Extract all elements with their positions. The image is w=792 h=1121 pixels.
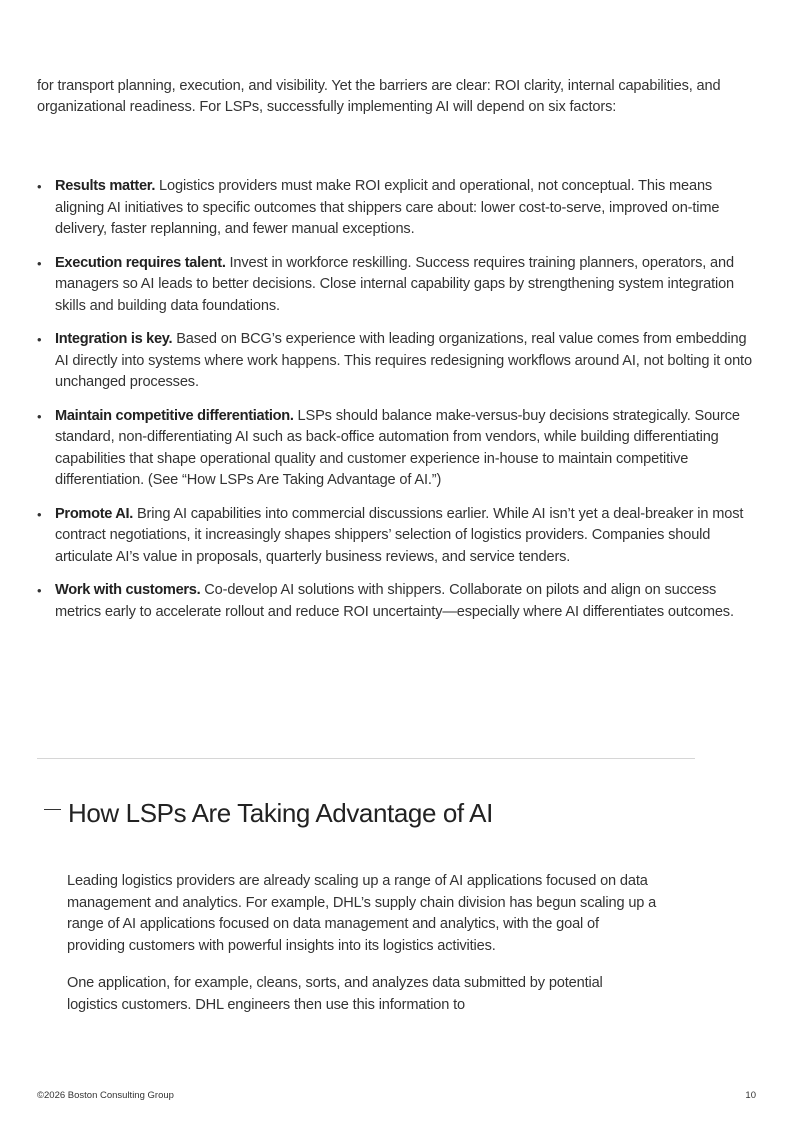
bullet-icon: •: [37, 408, 42, 424]
sidebar-title-text: How LSPs Are Taking Advantage of AI: [68, 797, 493, 828]
bullet-lead: Execution requires talent.: [55, 254, 226, 271]
list-item: [37, 580, 762, 623]
list-item: [37, 176, 762, 241]
sidebar-body: [67, 871, 657, 1032]
bullet-icon: •: [37, 255, 42, 271]
section-divider: [37, 758, 695, 759]
footer-copyright: ©2026 Boston Consulting Group: [37, 1090, 174, 1101]
intro-paragraph: for transport planning, execution, and visibility. Yet the barriers are clear: ROI clarity, internal capabilities, and organizational readiness. For LSPs, successfully implementing AI will depend on six factors:: [37, 78, 721, 115]
factors-list: [37, 176, 762, 635]
bullet-icon: •: [37, 332, 42, 347]
dash-icon: [44, 809, 61, 811]
bullet-lead: Work with customers.: [55, 582, 201, 598]
bullet-icon: •: [37, 506, 42, 522]
bullet-text: Logistics providers must make ROI explicit and operational, not conceptual. This means aligning AI initiatives to specific outcomes that shippers care about: lower cost-to-serve, improved on-time delivery, faster replanning, and fewer manual exceptions.: [55, 178, 720, 237]
sidebar-heading: [44, 796, 493, 830]
bullet-text: Based on BCG’s experience with leading organizations, real value comes from embedding AI directly into systems where work happens. This requires redesigning workflows around AI, not bolting it onto unchanged processes.: [55, 331, 752, 390]
bullet-icon: •: [37, 179, 42, 194]
list-item: [37, 504, 762, 569]
bullet-text: LSPs should balance make-versus-buy decisions strategically. Source standard, non-differentiating AI such as back-office automation from vendors, while building differentiating capabilities that shape operational quality and customer experience in-house to maintain competitive differentiation. (See “How LSPs Are Taking Advantage of AI.”): [55, 407, 740, 488]
bullet-lead: Maintain competitive differentiation.: [55, 407, 294, 424]
bullet-icon: •: [37, 583, 42, 598]
bullet-text: Invest in workforce reskilling. Success requires training planners, operators, and managers so AI leads to better decisions. Close internal capability gaps by strengthening system integration skills and building data foundations.: [55, 254, 735, 314]
list-item: [37, 406, 762, 492]
bullet-text: Bring AI capabilities into commercial discussions earlier. While AI isn’t yet a deal-breaker in most contract negotiations, it increasingly shapes shippers’ selection of logistics providers. Companies should articulate AI’s value in proposals, quarterly business reviews, and service tenders.: [55, 505, 744, 565]
page-number: 10: [745, 1090, 756, 1101]
bullet-text: Co-develop AI solutions with shippers. Collaborate on pilots and align on success metrics early to accelerate rollout and reduce ROI uncertainty—especially where AI differentiates outcomes.: [55, 582, 734, 620]
sidebar-paragraph: Leading logistics providers are already scaling up a range of AI applications focused on data management and analytics. For example, DHL’s supply chain division has begun scaling up a range of AI applications focused on data management and analytics, with the goal of providing customers with powerful insights into its logistics activities.: [67, 873, 657, 954]
bullet-lead: Promote AI.: [55, 505, 134, 522]
list-item: [37, 253, 762, 318]
list-item: [37, 329, 762, 394]
sidebar-paragraph: One application, for example, cleans, sorts, and analyzes data submitted by potential logistics customers. DHL engineers then use this information to: [67, 975, 603, 1013]
bullet-lead: Results matter.: [55, 178, 156, 194]
bullet-lead: Integration is key.: [55, 331, 173, 347]
